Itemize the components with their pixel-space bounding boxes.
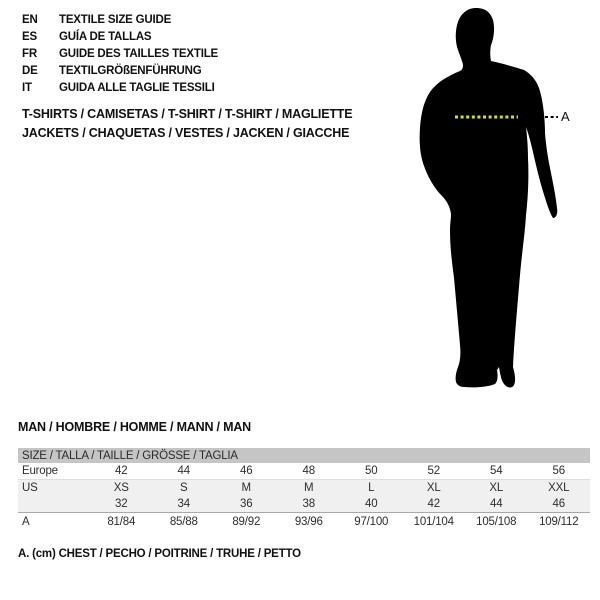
cell: 81/84: [90, 513, 153, 531]
cell: 46: [240, 465, 253, 477]
language-code: DE: [22, 65, 38, 77]
cell: 52: [427, 465, 440, 477]
cell: 54: [490, 465, 503, 477]
measurement-label-a: A: [561, 109, 570, 124]
language-code: IT: [22, 82, 32, 94]
language-code: EN: [22, 14, 38, 26]
cell: M: [278, 480, 341, 497]
language-title: GUIDA ALLE TAGLIE TESSILI: [59, 82, 215, 94]
cell: 105/108: [465, 513, 528, 531]
cell: 32: [90, 496, 153, 513]
language-guide: [22, 12, 218, 97]
row-label-empty: [18, 496, 90, 513]
cell: XL: [465, 480, 528, 497]
man-silhouette-svg: [400, 0, 580, 400]
cell: L: [340, 480, 403, 497]
row-label-europe: Europe: [22, 465, 58, 477]
size-table-header-row: [18, 448, 590, 463]
cell: 85/88: [153, 513, 216, 531]
cell: 36: [215, 496, 278, 513]
language-title: TEXTILE SIZE GUIDE: [59, 14, 172, 26]
table-row-us-numeric: [18, 496, 590, 513]
cell: 93/96: [278, 513, 341, 531]
language-row-es: [22, 29, 218, 46]
man-silhouette-shape: [420, 8, 558, 388]
row-label-a: A: [18, 513, 90, 531]
cell: XXL: [528, 480, 591, 497]
cell: 48: [302, 465, 315, 477]
cell: XL: [403, 480, 466, 497]
cell: 44: [465, 496, 528, 513]
cell: 34: [153, 496, 216, 513]
table-row-europe: [18, 463, 590, 480]
language-code: ES: [22, 31, 37, 43]
size-table-header: SIZE / TALLA / TAILLE / GRÖSSE / TAGLIA: [18, 448, 590, 463]
language-row-it: [22, 80, 218, 97]
garment-categories: [22, 105, 352, 142]
row-label-us: US: [18, 480, 90, 497]
cell: 42: [115, 465, 128, 477]
language-row-fr: [22, 46, 218, 63]
size-table: [18, 448, 590, 530]
cell: 42: [403, 496, 466, 513]
cell: 46: [528, 496, 591, 513]
language-title: GUÍA DE TALLAS: [59, 31, 152, 43]
language-code: FR: [22, 48, 37, 60]
cell: 44: [177, 465, 190, 477]
cell: 50: [365, 465, 378, 477]
language-title: GUIDE DES TAILLES TEXTILE: [59, 48, 218, 60]
cell: 89/92: [215, 513, 278, 531]
cell: S: [153, 480, 216, 497]
measurement-footnote: A. (cm) CHEST / PECHO / POITRINE / TRUHE / PETTO: [18, 548, 301, 560]
cell: M: [215, 480, 278, 497]
language-row-en: [22, 12, 218, 29]
table-row-chest: [18, 513, 590, 531]
category-tshirts: T-SHIRTS / CAMISETAS / T-SHIRT / T-SHIRT / MAGLIETTE: [22, 107, 353, 121]
cell: 101/104: [403, 513, 466, 531]
cell: 97/100: [340, 513, 403, 531]
cell: 38: [278, 496, 341, 513]
language-title: TEXTILGRÖßENFÜHRUNG: [59, 65, 202, 77]
man-silhouette-figure: [400, 0, 580, 400]
category-jackets: JACKETS / CHAQUETAS / VESTES / JACKEN / GIACCHE: [22, 125, 350, 140]
cell: 56: [552, 465, 565, 477]
section-title-man: MAN / HOMBRE / HOMME / MANN / MAN: [18, 420, 251, 434]
table-row-us: [18, 480, 590, 497]
cell: 109/112: [528, 513, 591, 531]
language-row-de: [22, 63, 218, 80]
cell: XS: [90, 480, 153, 497]
cell: 40: [340, 496, 403, 513]
